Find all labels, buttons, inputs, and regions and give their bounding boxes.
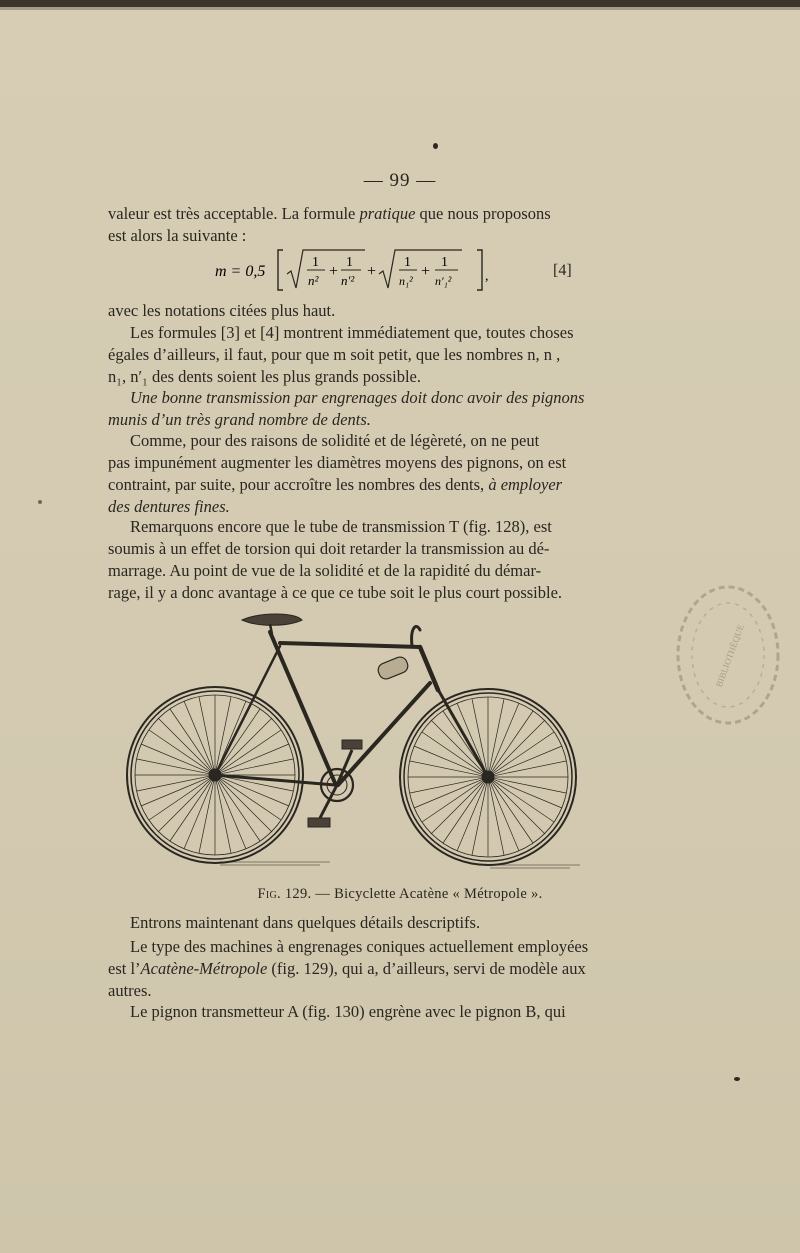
solidite-line3-em: à employer bbox=[488, 475, 563, 494]
conclusion-line2: munis d’un très grand nombre de dents. bbox=[108, 410, 371, 429]
paragraph-solidite bbox=[108, 430, 590, 518]
figure-caption bbox=[0, 886, 800, 903]
svg-text:n₁²: n₁² bbox=[399, 274, 413, 288]
paragraph-type bbox=[108, 936, 590, 1002]
svg-text:+: + bbox=[329, 263, 339, 280]
torsion-line4: rage, il y a donc avantage à ce que ce tube soit le plus court possible. bbox=[108, 583, 563, 602]
stamp-text: BIBLIOTHÈQUE bbox=[713, 622, 746, 689]
torsion-line3: marrage. Au point de vue de la solidité et de la rapidité du démar- bbox=[108, 561, 542, 580]
solidite-line4: des dentures fines. bbox=[108, 497, 230, 516]
frac-num-4: 1 bbox=[441, 255, 448, 270]
bicycle-illustration bbox=[120, 610, 590, 875]
ink-speck bbox=[433, 143, 438, 149]
svg-text:+: + bbox=[421, 263, 431, 280]
frac-num-1: 1 bbox=[312, 255, 319, 270]
bicycle-figure bbox=[120, 610, 590, 875]
paragraph-intro bbox=[108, 203, 590, 247]
type-line2-em: Acatène-Métropole bbox=[140, 959, 268, 978]
torsion-line1: Remarquons encore que le tube de transmission T (fig. 128), est bbox=[130, 517, 552, 536]
solidite-line3: contraint, par suite, pour accroître les nombres des dents, bbox=[108, 475, 485, 494]
formula bbox=[215, 244, 495, 294]
type-line2-end: (fig. 129), qui a, d’ailleurs, servi de modèle aux bbox=[271, 959, 586, 978]
type-line2-start: est l’ bbox=[108, 959, 141, 978]
paragraph-notations bbox=[108, 300, 590, 322]
formules-line2: égales d’ailleurs, il faut, pour que m soit petit, que les nombres n, n , bbox=[108, 345, 561, 364]
pignon-line: Le pignon transmetteur A (fig. 130) engrène avec le pignon B, qui bbox=[130, 1002, 566, 1021]
frac-num-2: 1 bbox=[346, 255, 353, 270]
frame bbox=[215, 627, 488, 785]
solidite-line1: Comme, pour des raisons de solidité et de légèreté, on ne peut bbox=[130, 431, 540, 450]
svg-text:,: , bbox=[485, 269, 489, 284]
ground-shadow bbox=[220, 862, 580, 868]
svg-text:+: + bbox=[367, 263, 377, 280]
intro-emphasis: pratique bbox=[359, 204, 416, 223]
solidite-line2: pas impunément augmenter les diamètres moyens des pignons, on est bbox=[108, 453, 567, 472]
paragraph-conclusion bbox=[108, 387, 590, 431]
notations-line: avec les notations citées plus haut. bbox=[108, 301, 336, 320]
formula-number: [4] bbox=[553, 262, 572, 279]
details-line: Entrons maintenant dans quelques détails descriptifs. bbox=[130, 913, 481, 932]
grip bbox=[376, 655, 410, 681]
conclusion-line1: Une bonne transmission par engrenages doit donc avoir des pignons bbox=[130, 388, 585, 407]
intro-line1-end: que nous proposons bbox=[419, 204, 551, 223]
library-stamp bbox=[668, 580, 788, 730]
paragraph-pignon bbox=[108, 1001, 590, 1023]
paragraph-torsion bbox=[108, 516, 590, 604]
frac-num-3: 1 bbox=[404, 255, 411, 270]
figure-label: Fig. 129. bbox=[257, 886, 312, 902]
paragraph-details bbox=[108, 912, 590, 934]
page-number: — 99 — bbox=[363, 170, 437, 191]
svg-text:n′₁²: n′₁² bbox=[435, 274, 452, 288]
figure-title: — Bicyclette Acatène « Métropole ». bbox=[315, 886, 543, 902]
torsion-line2: soumis à un effet de torsion qui doit retarder la transmission au dé- bbox=[108, 539, 550, 558]
saddle bbox=[242, 614, 302, 634]
scan-top-band bbox=[0, 0, 800, 7]
paragraph-formules bbox=[108, 322, 590, 388]
stamp-graphic bbox=[668, 580, 788, 730]
ink-speck bbox=[38, 500, 42, 504]
intro-line1: valeur est très acceptable. La formule bbox=[108, 204, 356, 223]
type-line1: Le type des machines à engrenages coniques actuellement employées bbox=[130, 937, 589, 956]
intro-line2: est alors la suivante : bbox=[108, 226, 247, 245]
ink-speck bbox=[734, 1077, 740, 1081]
formula-lhs: m = 0,5 bbox=[215, 263, 266, 280]
svg-text:n²: n² bbox=[308, 273, 319, 288]
formules-line1: Les formules [3] et [4] montrent immédiatement que, toutes choses bbox=[130, 323, 574, 342]
formules-line3: n₁, n′₁ des dents soient les plus grands possible. bbox=[108, 367, 422, 386]
svg-text:n′²: n′² bbox=[341, 273, 355, 288]
formula-graphic bbox=[215, 244, 495, 294]
type-line3: autres. bbox=[108, 981, 152, 1000]
